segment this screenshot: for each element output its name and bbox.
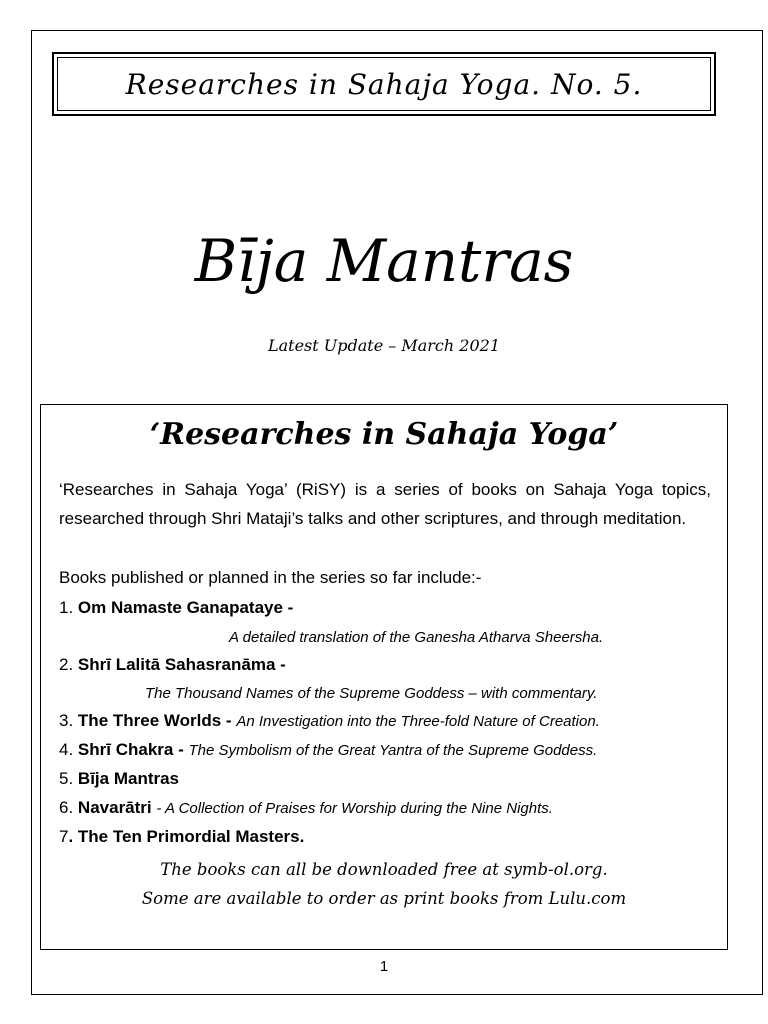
book-number: 5.	[59, 769, 74, 788]
book-number: 7	[59, 827, 69, 846]
book-number: 3.	[59, 711, 74, 730]
series-info-box	[40, 404, 728, 950]
book-item-2	[59, 655, 286, 675]
series-title: Researches in Sahaja Yoga. No. 5.	[125, 67, 643, 101]
book-title: Navarātri	[77, 798, 152, 817]
book-title: Shrī Chakra -	[77, 740, 184, 759]
book-item-3	[59, 711, 600, 731]
book-title: The Three Worlds -	[77, 711, 232, 730]
book-item-6	[59, 798, 553, 818]
series-description: ‘Researches in Sahaja Yoga’ (RiSY) is a series of books on Sahaja Yoga topics, researched through Shri Mataji’s talks and other scriptures, and through meditation.	[59, 480, 711, 528]
book-number: 1.	[59, 598, 74, 617]
book-description: A detailed translation of the Ganesha Atharva Sheersha.	[229, 629, 604, 646]
book-title: Om Namaste Ganapataye -	[77, 598, 294, 617]
book-description: The Symbolism of the Great Yantra of the Supreme Goddess.	[188, 742, 598, 759]
book-description: An Investigation into the Three-fold Nature of Creation.	[236, 713, 600, 730]
book-title: . The Ten Primordial Masters.	[68, 827, 305, 846]
book-item-7	[59, 827, 304, 847]
document-title: Bīja Mantras	[194, 227, 574, 295]
print-note: Some are available to order as print books from Lulu.com	[141, 889, 627, 908]
book-item-1	[59, 598, 293, 618]
page-number: 1	[379, 958, 389, 975]
book-number: 6.	[59, 798, 74, 817]
book-title: Bīja Mantras	[77, 769, 180, 788]
books-list-intro: Books published or planned in the series so far include:-	[59, 568, 482, 587]
update-date: Latest Update – March 2021	[267, 336, 500, 355]
book-item-4	[59, 740, 597, 760]
book-title: Shrī Lalitā Sahasranāma -	[77, 655, 286, 674]
series-header-frame	[52, 52, 716, 116]
book-description: The Thousand Names of the Supreme Goddess – with commentary.	[145, 685, 598, 702]
book-number: 4.	[59, 740, 74, 759]
book-description: - A Collection of Praises for Worship during the Nine Nights.	[156, 800, 553, 817]
download-note: The books can all be downloaded free at symb-ol.org.	[160, 860, 608, 879]
series-box-title: ‘Researches in Sahaja Yoga’	[149, 417, 619, 452]
series-header-inner-frame	[57, 57, 711, 111]
book-item-5	[59, 769, 179, 789]
book-number: 2.	[59, 655, 74, 674]
